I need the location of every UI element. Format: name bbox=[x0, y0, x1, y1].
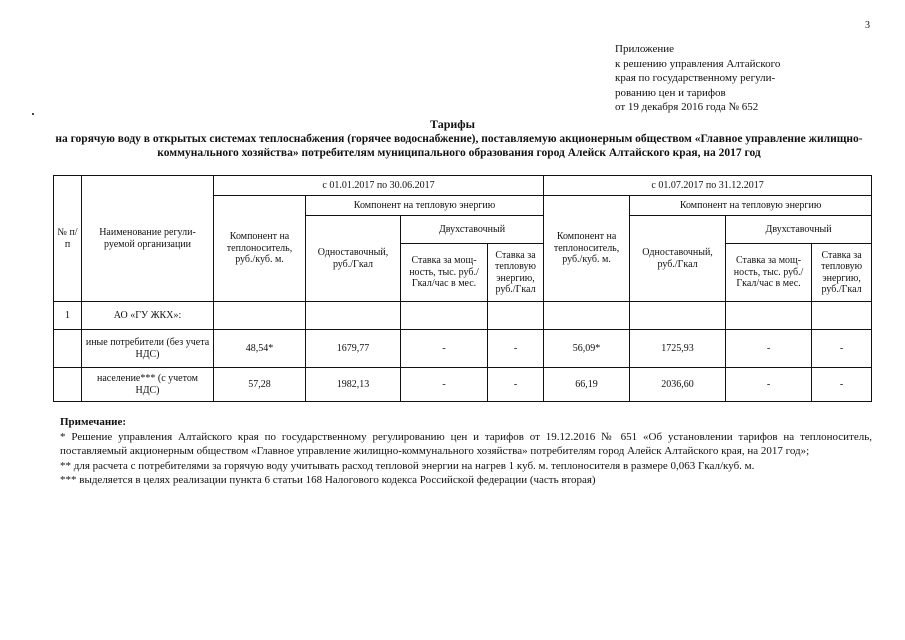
appendix-line: от 19 декабря 2016 года № 652 bbox=[615, 101, 759, 113]
header-period-2: с 01.07.2017 по 31.12.2017 bbox=[544, 176, 872, 196]
cell-energy-2 bbox=[812, 302, 872, 330]
cell-single-1: 1982,13 bbox=[306, 368, 401, 402]
cell-num bbox=[54, 368, 82, 402]
note-item: ** для расчета с потребителями за горячую воду учитывать расход тепловой энергии на нагрев 1 куб. м. теплоносителя в размере 0,063 Гкал/куб. м. bbox=[60, 459, 755, 472]
scan-dot bbox=[32, 113, 34, 115]
cell-single-1 bbox=[306, 302, 401, 330]
appendix-line: рованию цен и тарифов bbox=[615, 86, 726, 99]
cell-energy-1 bbox=[488, 302, 544, 330]
cell-org: иные потребители (без учета НДС) bbox=[82, 330, 214, 368]
cell-capacity-1: - bbox=[401, 330, 488, 368]
header-two-rate-1: Двухставочный bbox=[401, 216, 544, 244]
cell-capacity-2 bbox=[726, 302, 812, 330]
table-row bbox=[54, 302, 872, 330]
header-capacity-rate-1: Ставка за мощ-ность, тыс. руб./Гкал/час в мес. bbox=[401, 244, 488, 302]
note-item: *** выделяется в целях реализации пункта 6 статьи 168 Налогового кодекса Российской федерации (часть вторая) bbox=[60, 474, 596, 487]
cell-capacity-2: - bbox=[726, 368, 812, 402]
header-single-rate-1: Одноставочный, руб./Гкал bbox=[306, 216, 401, 302]
cell-carrier-1: 57,28 bbox=[214, 368, 306, 402]
cell-num bbox=[54, 330, 82, 368]
cell-energy-2: - bbox=[812, 330, 872, 368]
header-two-rate-2: Двухставочный bbox=[726, 216, 872, 244]
cell-carrier-1: 48,54* bbox=[214, 330, 306, 368]
cell-capacity-1 bbox=[401, 302, 488, 330]
cell-energy-2: - bbox=[812, 368, 872, 402]
appendix-line: края по государственному регули- bbox=[615, 72, 776, 84]
header-org: Наименование регули-руемой организации bbox=[82, 176, 214, 302]
cell-carrier-2: 66,19 bbox=[544, 368, 630, 402]
notes-section bbox=[60, 415, 872, 488]
notes-heading: Примечание: bbox=[60, 416, 127, 428]
appendix-line: Приложение bbox=[615, 43, 675, 55]
header-energy-1: Компонент на тепловую энергию bbox=[306, 196, 544, 216]
cell-energy-1: - bbox=[488, 330, 544, 368]
header-carrier-2: Компонент на теплоноситель, руб./куб. м. bbox=[544, 196, 630, 302]
cell-capacity-2: - bbox=[726, 330, 812, 368]
header-single-rate-2: Одноставочный, руб./Гкал bbox=[630, 216, 726, 302]
header-capacity-rate-2: Ставка за мощ-ность, тыс. руб./Гкал/час в мес. bbox=[726, 244, 812, 302]
document-title: Тарифы bbox=[430, 117, 475, 131]
cell-single-1: 1679,77 bbox=[306, 330, 401, 368]
cell-single-2 bbox=[630, 302, 726, 330]
cell-org: население*** (с учетом НДС) bbox=[82, 368, 214, 402]
header-period-1: с 01.01.2017 по 30.06.2017 bbox=[214, 176, 544, 196]
header-energy-rate-2: Ставка за тепловую энергию, руб./Гкал bbox=[812, 244, 872, 302]
appendix-header bbox=[615, 42, 780, 115]
cell-single-2: 1725,93 bbox=[630, 330, 726, 368]
cell-capacity-1: - bbox=[401, 368, 488, 402]
cell-carrier-2: 56,09* bbox=[544, 330, 630, 368]
tariff-table bbox=[53, 175, 872, 402]
cell-num: 1 bbox=[54, 302, 82, 330]
header-energy-2: Компонент на тепловую энергию bbox=[630, 196, 872, 216]
header-carrier-1: Компонент на теплоноситель, руб./куб. м. bbox=[214, 196, 306, 302]
note-item: * Решение управления Алтайского края по государственному регулированию цен и тарифов от 19.12.2016 № 651 «Об установлении тарифов на теплоноситель, поставляемый акционерным обществом «Главное управление жилищно-коммунального хозяйства» потребителям город Алейск Алтайского края, на 2017 год»; bbox=[60, 430, 872, 458]
header-energy-rate-1: Ставка за тепловую энергию, руб./Гкал bbox=[488, 244, 544, 302]
table-row bbox=[54, 330, 872, 368]
page-number: 3 bbox=[865, 20, 870, 31]
table-row bbox=[54, 368, 872, 402]
cell-single-2: 2036,60 bbox=[630, 368, 726, 402]
appendix-line: к решению управления Алтайского bbox=[615, 57, 781, 70]
cell-carrier-2 bbox=[544, 302, 630, 330]
cell-org: АО «ГУ ЖКХ»: bbox=[82, 302, 214, 330]
cell-energy-1: - bbox=[488, 368, 544, 402]
cell-carrier-1 bbox=[214, 302, 306, 330]
header-num: № п/п bbox=[54, 176, 82, 302]
document-subtitle: на горячую воду в открытых системах теплоснабжения (горячее водоснабжение), поставляемую акционерным обществом «Главное управление жилищно-коммунального хозяйства» потребителям муниципального образования город Алейск Алтайского края, на 2017 год bbox=[55, 133, 863, 159]
